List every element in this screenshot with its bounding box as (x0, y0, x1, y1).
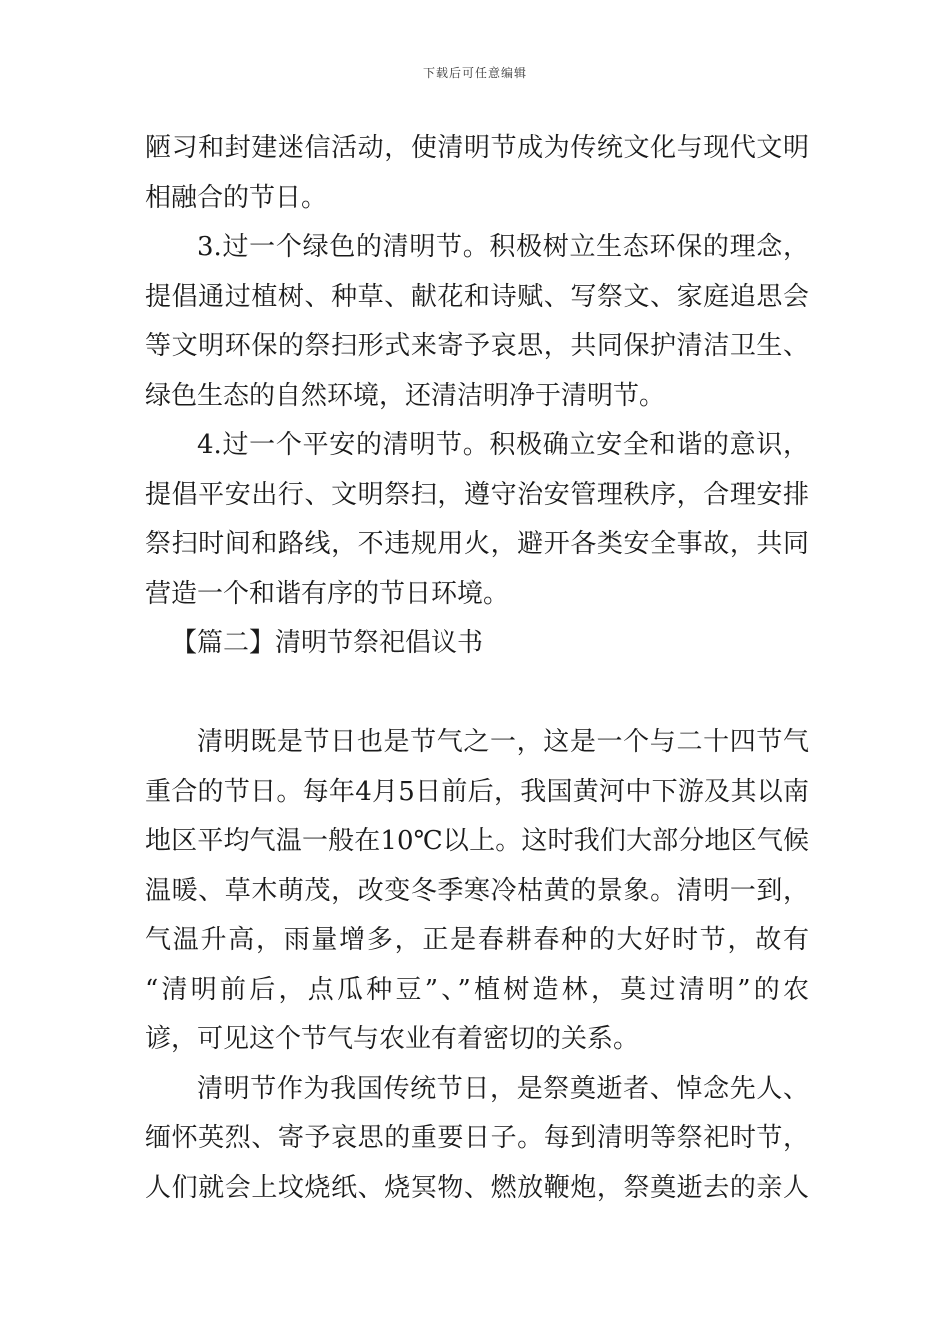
text-line: 温暖、草木萌茂，改变冬季寒冷枯黄的景象。清明一到， (145, 875, 809, 906)
text-line: 4.过一个平安的清明节。积极确立安全和谐的意识， (197, 430, 809, 460)
text-line: 气温升高，雨量增多，正是春耕春种的大好时节，故有 (145, 925, 809, 955)
text-line: “清明前后，点瓜种豆”、”植树造林，莫过清明”的农 (145, 974, 809, 1005)
text-line: 人们就会上坟烧纸、烧冥物、燃放鞭炮，祭奠逝去的亲人 (145, 1172, 809, 1203)
blank-line (145, 669, 809, 719)
page-header-note: 下载后可任意编辑 (422, 66, 527, 80)
text-line: 提倡通过植树、种草、献花和诗赋、写祭文、家庭追思会 (145, 281, 809, 312)
text-line: 缅怀英烈、寄予哀思的重要日子。每到清明等祭祀时节， (145, 1123, 809, 1153)
text-line: 清明节作为我国传统节日，是祭奠逝者、悼念先人、 (197, 1073, 809, 1104)
text-line: 绿色生态的自然环境，还清洁明净于清明节。 (145, 380, 666, 411)
text-line: 营造一个和谐有序的节日环境。 (145, 578, 510, 609)
text-line: 等文明环保的祭扫形式来寄予哀思，共同保护清洁卫生、 (145, 331, 809, 361)
text-line: 3.过一个绿色的清明节。积极树立生态环保的理念， (197, 232, 809, 262)
text-line: 提倡平安出行、文明祭扫，遵守治安管理秩序，合理安排 (145, 479, 809, 510)
text-line: 谚，可见这个节气与农业有着密切的关系。 (145, 1024, 640, 1054)
text-line: 相融合的节日。 (145, 182, 328, 213)
text-line: 祭扫时间和路线，不违规用火，避开各类安全事故，共同 (145, 529, 809, 559)
text-line: 地区平均气温一般在10℃以上。这时我们大部分地区气候 (145, 826, 809, 856)
document-body (145, 124, 809, 1213)
text-line: 清明既是节日也是节气之一，这是一个与二十四节气 (197, 727, 809, 757)
section-heading: 【篇二】清明节祭祀倡议书 (171, 628, 484, 658)
text-line: 重合的节日。每年4月5日前后，我国黄河中下游及其以南 (145, 776, 809, 807)
text-line: 陋习和封建迷信活动，使清明节成为传统文化与现代文明 (145, 133, 809, 163)
